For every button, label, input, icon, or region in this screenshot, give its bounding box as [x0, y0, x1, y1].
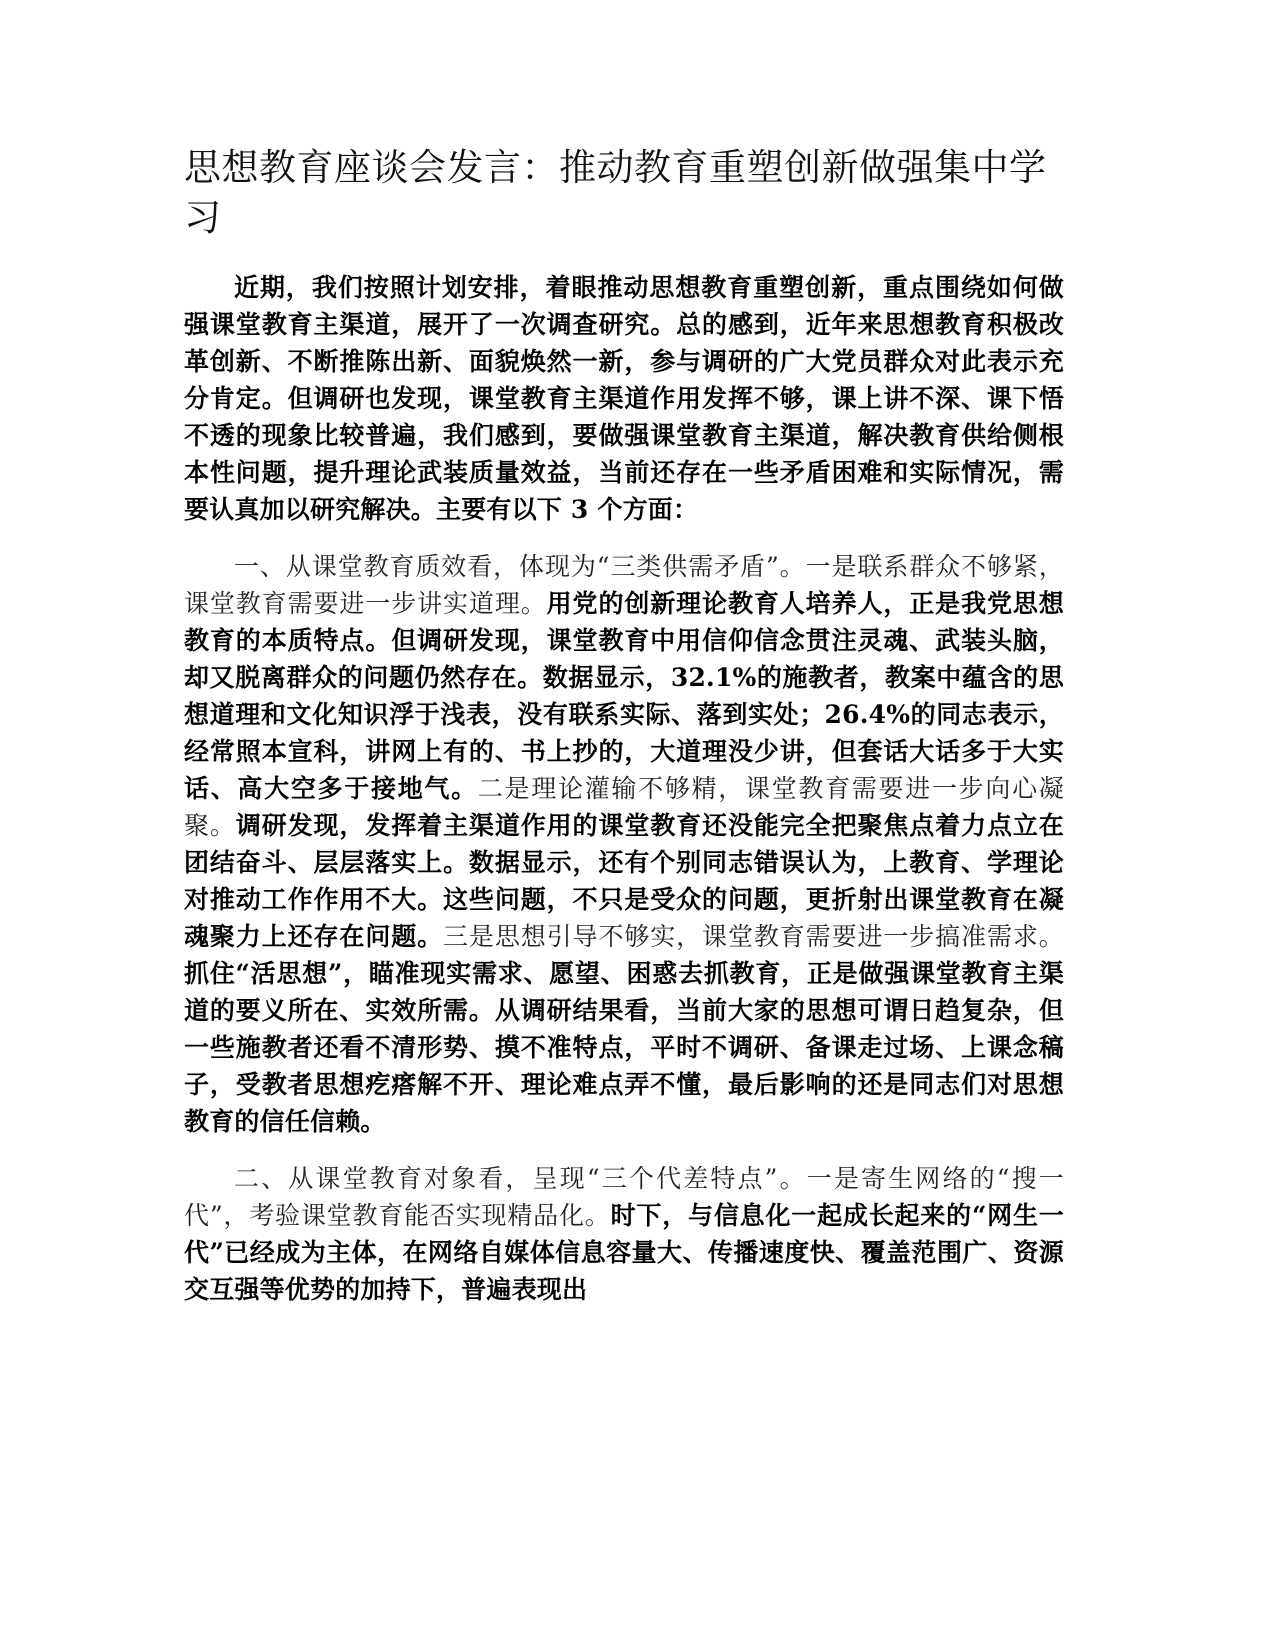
section-1-lead: 一、从课堂教育质效看，体现为“三类供需矛盾”。一是联系群众不够紧，课堂教育需要进一步讲实道理。: [184, 552, 1064, 618]
section-2-paragraph: [184, 1160, 1064, 1308]
section-1-point-3-lead: 三是思想引导不够实，课堂教育需要进一步搞准需求。: [443, 922, 1064, 951]
section-1-point-2-lead: 二是理论灌输不够精，课堂教育需要进一步向心凝聚。: [184, 774, 1065, 840]
section-1-paragraph: [184, 548, 1064, 1140]
section-2-lead: 二、从课堂教育对象看，呈现“三个代差特点”。一是寄生网络的“搜一代”，考验课堂教育能否实现精品化。: [184, 1164, 1064, 1230]
section-1-point-2-body: 调研发现，发挥着主渠道作用的课堂教育还没能完全把聚焦点着力点立在团结奋斗、层层落实上。数据显示，还有个别同志错误认为，上教育、学理论对推动工作作用不大。这些问题，不只是受众的问题，更折射出课堂教育在凝魂聚力上还存在问题。: [184, 811, 1064, 951]
section-1-point-1-body: 用党的创新理论教育人培养人，正是我党思想教育的本质特点。但调研发现，课堂教育中用信仰信念贯注灵魂、武装头脑，却又脱离群众的问题仍然存在。数据显示，32.1%的施教者，教案中蕴含的思想道理和文化知识浮于浅表，没有联系实际、落到实处；26.4%的同志表示，经常照本宣科，讲网上有的、书上抄的，大道理没少讲，但套话大话多于大实话、高大空多于接地气。: [184, 589, 1064, 803]
document-body: [184, 143, 1064, 1308]
section-2-point-1-body: 时下，与信息化一起成长起来的“网生一代”已经成为主体，在网络自媒体信息容量大、传播速度快、覆盖范围广、资源交互强等优势的加持下，普遍表现出: [184, 1201, 1065, 1304]
intro-paragraph: 近期，我们按照计划安排，着眼推动思想教育重塑创新，重点围绕如何做强课堂教育主渠道，展开了一次调查研究。总的感到，近年来思想教育积极改革创新、不断推陈出新、面貌焕然一新，参与调研的广大党员群众对此表示充分肯定。但调研也发现，课堂教育主渠道作用发挥不够，课上讲不深、课下悟不透的现象比较普遍，我们感到，要做强课堂教育主渠道，解决教育供给侧根本性问题，提升理论武装质量效益，当前还存在一些矛盾困难和实际情况，需要认真加以研究解决。主要有以下 3 个方面：: [184, 273, 1064, 524]
document-title: 思想教育座谈会发言：推动教育重塑创新做强集中学习: [184, 146, 1047, 239]
section-1-point-3-body: 抓住“活思想”，瞄准现实需求、愿望、困惑去抓教育，正是做强课堂教育主渠道的要义所在、实效所需。从调研结果看，当前大家的思想可谓日趋复杂，但一些施教者还看不清形势、摸不准特点，平时不调研、备课走过场、上课念稿子，受教者思想疙瘩解不开、理论难点弄不懂，最后影响的还是同志们对思想教育的信任信赖。: [184, 959, 1064, 1136]
